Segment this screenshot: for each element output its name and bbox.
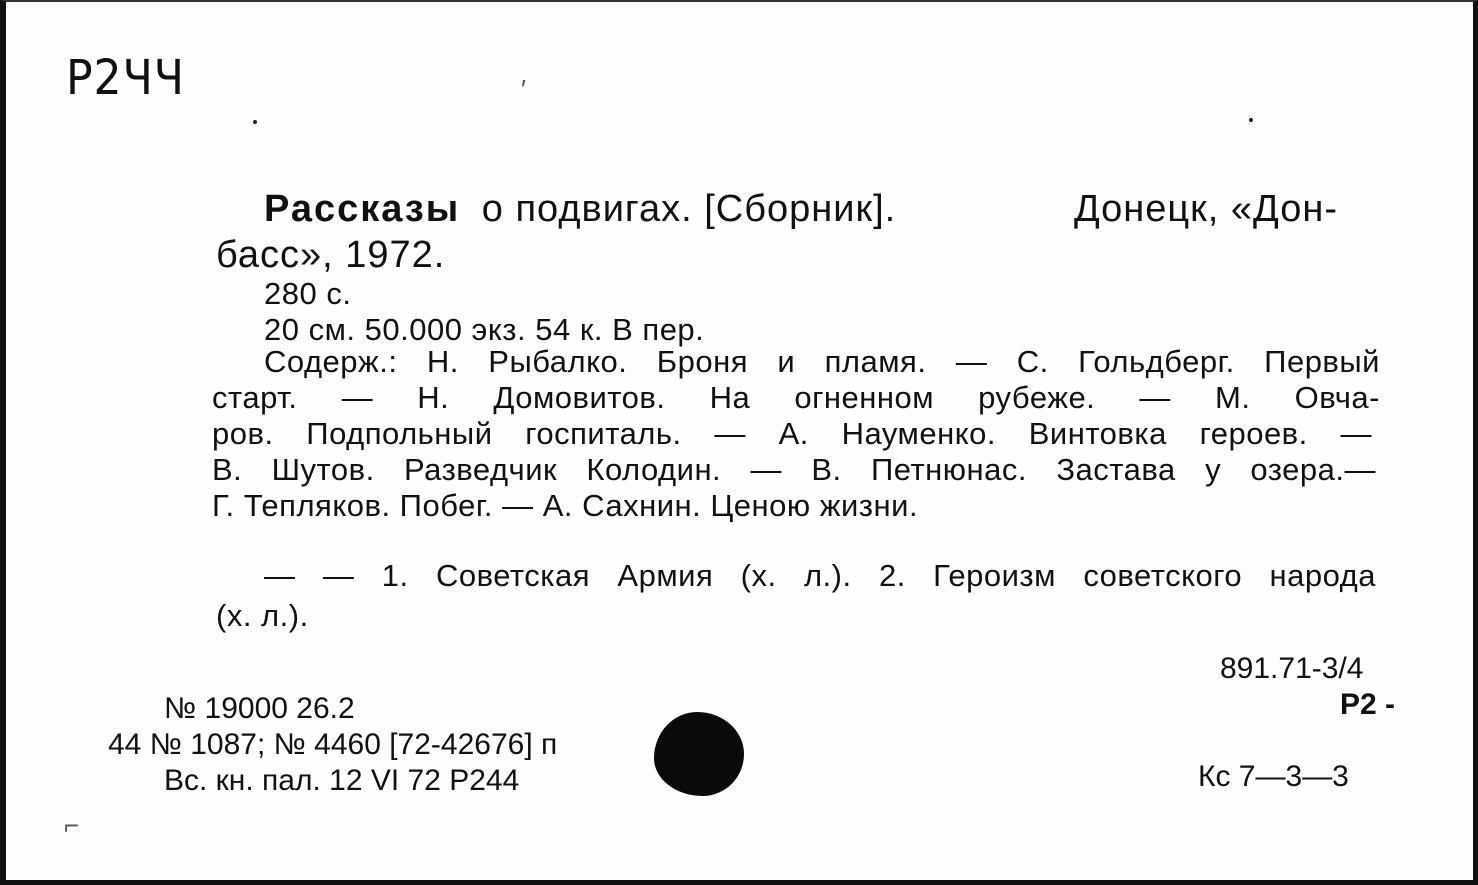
title-rest: о подвигах. [Сборник]. xyxy=(481,188,897,230)
contents-line-1: Содерж.: Н. Рыбалко. Броня и пламя. — С. Гольдберг. Первый xyxy=(264,344,1380,379)
bottom-line-3: Вс. кн. пал. 12 VI 72 Р244 xyxy=(164,764,520,797)
imprint-end: басс», 1972. xyxy=(216,234,446,276)
stray-mark: ′ xyxy=(521,74,526,104)
contents-line-3: ров. Подпольный госпиталь. — А. Науменко. Винтовка героев. — xyxy=(212,416,1372,451)
physical-description: 20 см. 50.000 экз. 54 к. В пер. xyxy=(264,312,705,347)
handwritten-call-number: Р2ЧЧ xyxy=(66,50,185,106)
bottom-corner-mark: ⌐ xyxy=(64,810,80,840)
author-mark: Р2 - xyxy=(1340,688,1396,721)
speck xyxy=(253,120,257,124)
title-line xyxy=(264,188,896,231)
speck xyxy=(1249,118,1253,122)
subjects-line-2: (х. л.). xyxy=(216,598,309,633)
contents-line-4: В. Шутов. Разведчик Колодин. — В. Петнюнас. Застава у озера.— xyxy=(212,452,1376,487)
pages: 280 с. xyxy=(264,276,352,311)
classification-number: 891.71-3/4 xyxy=(1220,652,1364,685)
contents-line-5: Г. Тепляков. Побег. — А. Сахнин. Ценою жизни. xyxy=(212,488,919,523)
title-main-heading: Рассказы xyxy=(264,188,461,230)
imprint-start: Донецк, «Дон- xyxy=(1074,188,1338,230)
subjects-line-1: — — 1. Советская Армия (х. л.). 2. Героизм советского народа xyxy=(264,558,1376,593)
contents-line-2: старт. — Н. Домовитов. На огненном рубеже. — М. Овча- xyxy=(212,380,1380,415)
ink-blot xyxy=(654,712,744,796)
bottom-line-2: 44 № 1087; № 4460 [72-42676] п xyxy=(108,728,558,761)
bottom-line-1: № 19000 26.2 xyxy=(164,692,355,725)
kc-code: Кс 7—3—3 xyxy=(1198,760,1349,793)
